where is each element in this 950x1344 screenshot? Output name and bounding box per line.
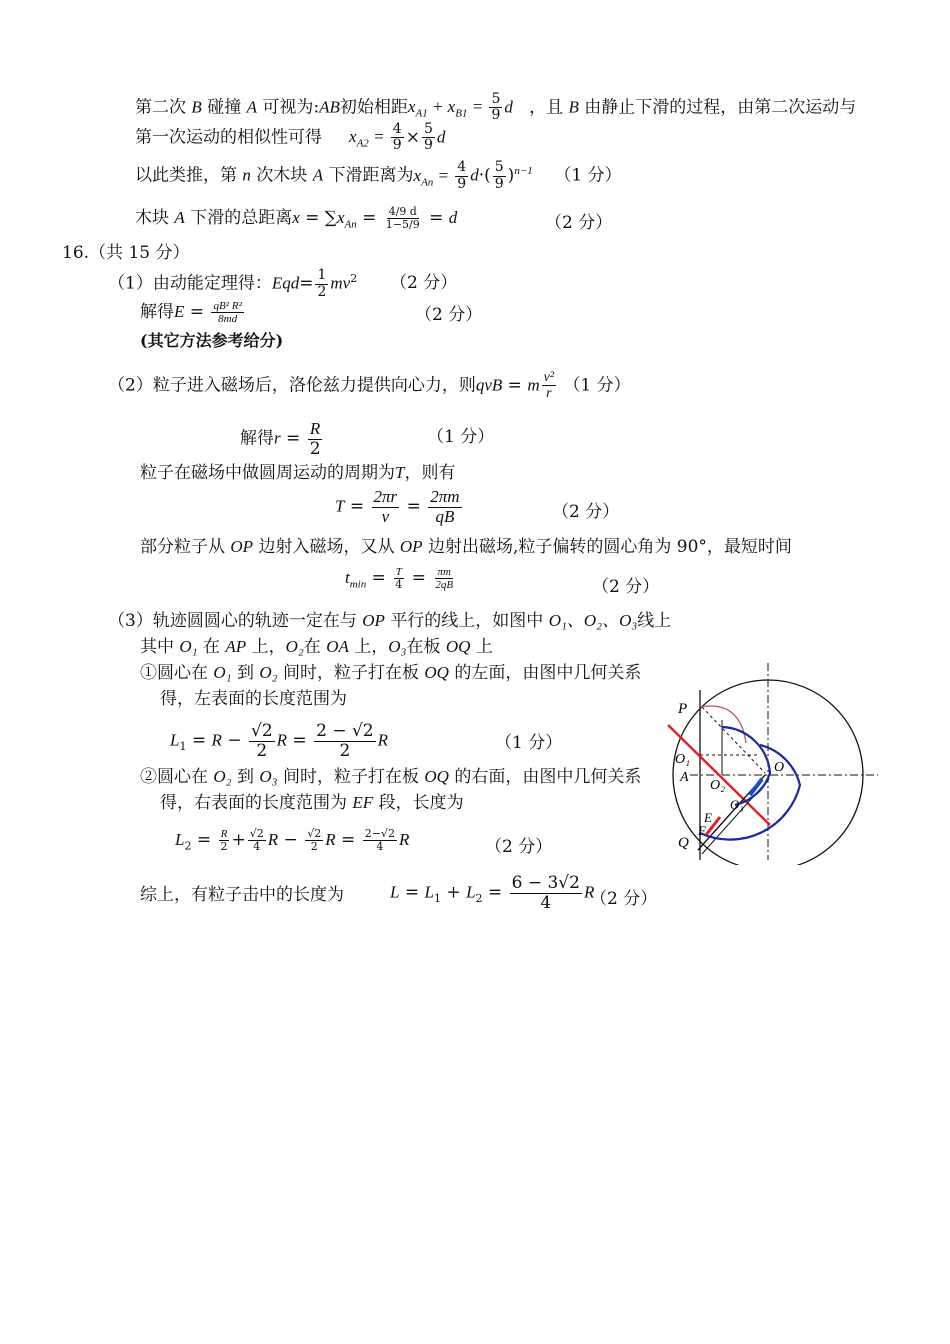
label-o2: O₂ [710, 778, 725, 793]
q16-part2-tmin: $t_{min}$ = $\frac{T}{4}$ = $\frac{\pi m}{2qB}$ [345, 566, 454, 592]
label-o1: O₁ [675, 752, 690, 767]
text-line-2: 第一次运动的相似性可得 $x_{A2}$ = $\frac{4}{9}$ × $\frac{5}{9}$ d [135, 121, 446, 154]
label-o: O [774, 760, 785, 775]
label-o3: O₃ [730, 797, 744, 812]
score-16-2b: （1 分） [427, 427, 495, 447]
q16-part1-result: 解得E = $\frac{\text{qB² R²}}{8md}$ [140, 300, 242, 326]
q16-summary-eq: $L = L_1 + L_2$ = $\frac{6 - 3√2}{4}$ R [390, 873, 595, 913]
score-16-1a: （2 分） [390, 273, 458, 293]
geometry-diagram [660, 655, 880, 865]
score-16-sum: （2 分） [590, 889, 658, 909]
score-p1-4: （2 分） [545, 213, 613, 233]
text-line-1: 第二次 B 碰撞 A 可视为:AB初始相距$x_{A1} + x_{B1}$ = $\frac{5}{9}$ d ，且 B 由静止下滑的过程，由第二次运动与 [135, 91, 857, 124]
label-q: Q [678, 835, 689, 851]
trajectory-arc-blue-1 [722, 727, 770, 805]
q16-part2-radius: 解得r = $\frac{R}{2}$ [240, 419, 321, 459]
q16-case1-line1: ①圆心在 O₁ 到 O₂ 间时，粒子打在板 OQ 的左面，由图中几何关系 [140, 663, 642, 683]
q16-case2-line1: ②圆心在 O₂ 到 O₃ 间时，粒子打在板 OQ 的右面，由图中几何关系 [140, 767, 642, 787]
q16-part2-period-text: 粒子在磁场中做圆周运动的周期为T，则有 [140, 463, 456, 483]
score-16-1b: （2 分） [415, 305, 483, 325]
q16-note: (其它方法参考给分) [140, 331, 284, 350]
q16-case2-line2: 得，右表面的长度范围为 EF 段，长度为 [160, 793, 464, 813]
q16-summary-text: 综上，有粒子击中的长度为 [140, 885, 344, 905]
q16-part2-period-eq: T = $\frac{2\pi r}{v}$ = $\frac{2\pi m}{qB}$ [335, 487, 460, 526]
q16-case2-eq: $L_2$ = $\frac{R}{2}$ + $\frac{√2}{4}$ R − $\frac{√2}{2}$ R = $\frac{2-√2}{4}$ R [175, 827, 410, 854]
question-16-header: 16.（共 15 分） [62, 243, 190, 263]
q16-part3-line1: （3）轨迹圆圆心的轨迹一定在与 OP 平行的线上，如图中 O₁、O₂、O₃线上 [108, 611, 672, 631]
text-line-4: 木块 A 下滑的总距离$x = \sum x_{An}$ = $\frac{4/9 d}{1-5/9}$ = d [135, 205, 458, 232]
label-p: P [678, 701, 688, 717]
label-a: A [680, 770, 689, 785]
text-line-3: 以此类推，第 n 次木块 A 下滑距离为$x_{An}$ = $\frac{4}{9}$ d·( $\frac{5}{9}$ )$^{n-1}$ （1 分） [135, 159, 622, 192]
label-f: F [698, 823, 706, 838]
score-16-2d: （2 分） [552, 502, 620, 522]
q16-part2-line: （2）粒子进入磁场后，洛伦兹力提供向心力，则qvB = m $\frac{\text{v²}}{r}$ （1 分） [108, 370, 631, 402]
label-e: E [704, 810, 712, 825]
score-16-c1: （1 分） [495, 733, 563, 753]
q16-part1-line: （1）由动能定理得：Eqd= $\frac{1}{2}$ $mv^2$ [108, 267, 358, 300]
q16-part3-line2: 其中 O₁ 在 AP 上，O₂在 OA 上，O₃在板 OQ 上 [140, 637, 493, 657]
score-16-c2: （2 分） [485, 837, 553, 857]
q16-case1-line2: 得，左表面的长度范围为 [160, 689, 347, 709]
score-16-2f: （2 分） [592, 577, 660, 597]
q16-case1-eq: $L_1 = R$ − $\frac{√2}{2}$ R = $\frac{2 - √2}{2}$ R [170, 721, 389, 761]
q16-part2-minimum: 部分粒子从 OP 边射入磁场，又从 OP 边射出磁场,粒子偏转的圆心角为 90°，最短时间 [140, 537, 792, 557]
